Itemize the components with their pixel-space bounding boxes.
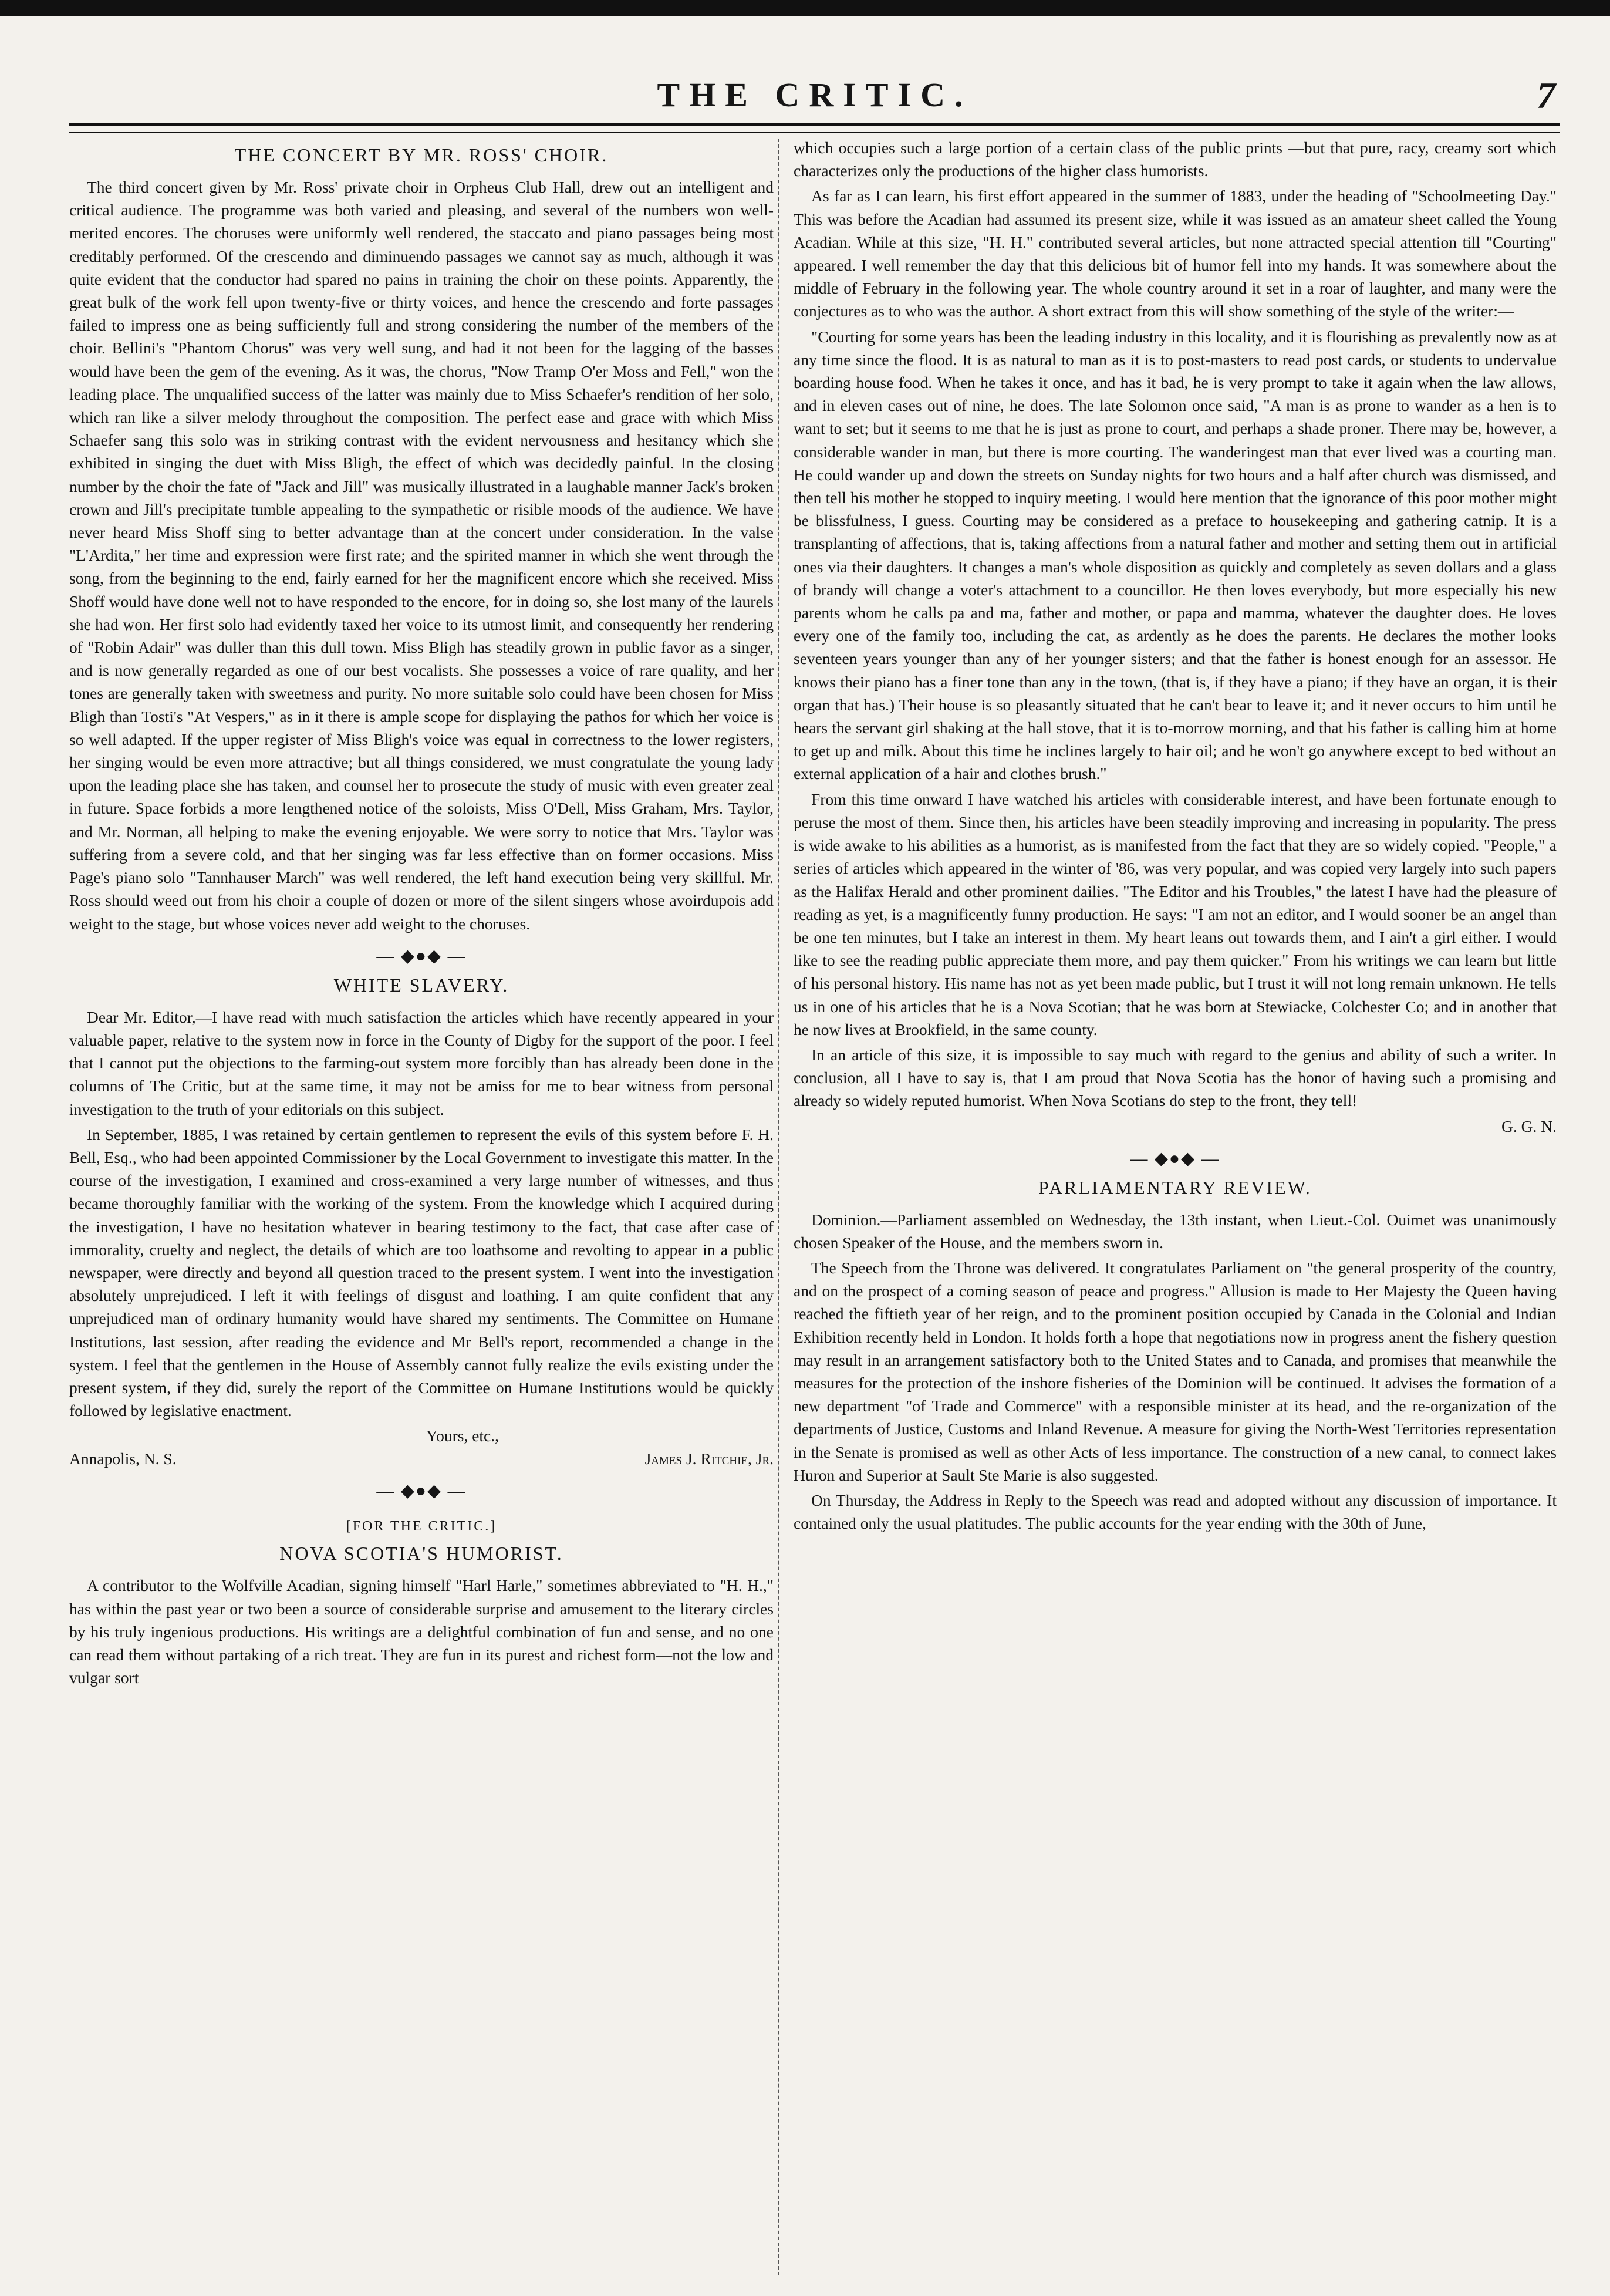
humorist-cont-p3: "Courting for some years has been the leading industry in this locality, and it is flourishing as prevalently now as at any time since the flood. It is as natural to man as it is to post-masters to read post cards, or students to undervalue boarding house food. When he takes it once, and has it bad, he is very prompt to take it again when the law allows, and in eleven cases out of nine, he does. The late Solomon once said, "A man is as prone to wander as a hen is to want to set; but it seems to me that he is just as prone to court, and perhaps a shade proner. There may be, however, a considerable wander in man, but there is more courting. The wanderingest man that ever lived was a courting man. He could wander up and down the streets on Sunday nights for two hours and a half after church was dismissed, and then tell his mother he stopped to inquiry meeting. I would here mention that the ignorance of this poor mother might be blissfulness, I guess. Courting may be considered as a preface to housekeeping and gathering catnip. It is a transplanting of affections, that is, taking affections from a natural father and mother and setting them out in artificial ones via their daughters. It changes a man's whole disposition as quickly and completely as seven dollars and a glass of brandy will change a voter's attachment to a councillor. He then loves everybody, but more especially his new parents whom he calls pa and ma, father and mother, or papa and mamma, whatever the daughter does. He loves every one of the family too, including the cat, as ardently as he does the parents. He declares the mother looks seventeen years younger than any of her younger sisters; and that the father is honest enough for an assessor. He knows their piano has a finer tone than any in the town, (that is, if they have a piano; if they have an organ, it is their organ that has.) Their house is so pleasantly situated that he can't bear to leave it; and it never occurs to him until he hears the servant girl shaking at the hall stove, that it is to-morrow morning, and that his father is calling him at home to get up and milk. About this time he inclines largely to hair oil; and he won't go anywhere except to bed without an external application of a hair and clothes brush." (794, 327, 1557, 783)
parliament-article (794, 1177, 1557, 1535)
left-column (69, 136, 774, 2279)
humorist-kicker: [FOR THE CRITIC.] (346, 1519, 497, 1535)
slavery-p2: In September, 1885, I was retained by certain gentlemen to represent the evils of this system before F. H. Bell, Esq., who had been appointed Commissioner by the Local Government to investigate this matter. In the course of the investigation, I examined and cross-examined a very large number of witnesses, and thus became thoroughly familiar with the working of the system. From the knowledge which I acquired during the investigation, I have no hesitation whatever in bearing testimony to the fact, that case after case of immorality, cruelty and neglect, the details of which are too loathsome and revolting to appear in a public newspaper, were directly and beyond all question traced to the present system. I went into the investigation absolutely unprejudiced. I left it with feelings of disgust and loathing. I am quite confident that any unprejudiced man of ordinary humanity would have shared my sentiments. The Committee on Humane Institutions, last session, after reading the evidence and Mr Bell's report, recommended a change in the system. I feel that the gentlemen in the House of Assembly cannot fully realize the evils existing under the present system, if they did, surely the report of the Committee on Humane Institutions would be quickly followed by legislative enactment. (69, 1125, 774, 1420)
parliament-p2: The Speech from the Throne was delivered. It congratulates Parliament on "the general prosperity of the country, and on the prospect of a coming season of peace and progress." Allusion is made to Her Majesty the Queen having reached the fiftieth year of her reign, and to the prominent position occupied by Canada in the Colonial and Indian Exhibition recently held in London. It holds forth a hope that negotiations now in progress anent the fishery question may result in an arrangement satisfactory both to the United States and to Canada, and promises that meanwhile the measures for the protection of the inshore fisheries of the Dominion will be continued. It advises the formation of a new department "of Trade and Commerce" with a responsible minister at its head, and the re-organization of the departments of Justice, Customs and Inland Revenue. A measure for giving the North-West Territories representation in the Senate is promised as well as other Acts of less importance. The construction of a new canal, to connect lakes Huron and Superior at Sault Ste Marie is also suggested. (794, 1258, 1557, 1484)
slavery-signoff (69, 1447, 774, 1470)
humorist-cont-p2: As far as I can learn, his first effort appeared in the summer of 1883, under the heading of "Schoolmeeting Day." This was before the Acadian had assumed its present size, while it was issued as an amateur sheet called the Young Acadian. While at this size, "H. H." contributed several articles, but none attracted special attention till "Courting" appeared. I well remember the day that this delicious bit of humor fell into my hands. It was somewhere about the middle of February in the following year. The whole country around it set in a roar of laughter, and many were the conjectures as to who was the author. A short extract from this will show something of the style of the writer:— (794, 187, 1557, 321)
slavery-article (69, 975, 774, 1471)
slavery-p1: Dear Mr. Editor,—I have read with much satisfaction the articles which have recently appeared in your valuable paper, relative to the system now in force in the County of Digby for the support of the poor. I feel that I cannot put the objections to the farming-out system more forcibly than has already been done in the columns of The Critic, but at the same time, it may not be amiss for me to bear witness from personal investigation to the truth of your editorials on this subject. (69, 1007, 774, 1118)
top-black-bar (0, 0, 1610, 16)
humorist-cont-p1: which occupies such a large portion of a certain class of the public prints —but that pure, racy, creamy sort which characterizes only the productions of the higher class humorists. (794, 139, 1557, 180)
masthead (69, 69, 1560, 128)
slavery-place: Annapolis, N. S. (69, 1449, 177, 1468)
section-ornament: — ◆●◆ — (376, 1481, 467, 1501)
newspaper-title: THE CRITIC. (657, 76, 973, 114)
humorist-article (69, 1519, 774, 1689)
humorist-cont-p4: From this time onward I have watched his articles with considerable interest, and have been fortunate enough to peruse the most of them. Since then, his articles have been steadily improving and increasing in popularity. The press is wide awake to his abilities as a humorist, as is manifested from the fact that they are so widely copied. "People," a series of articles which appeared in the winter of '86, was very popular, and was copied very largely into such papers as the Halifax Herald and other prominent dailies. "The Editor and his Troubles," the latest I have had the pleasure of reading as yet, is a magnificently funny production. He says: "I am not an editor, and I would sooner be an angel than be one ten minutes, but I take an interest in them. My heart leans out towards them, and I ain't a girl either. I would like to see the reading public appreciate them more, and pay them quicker." From his writings we can learn but little of his personal history. His name has not as yet been made public, but I trust it will not long remain unknown. He tells us in one of his articles that he is a Nova Scotian; that he was born at Stewiacke, Colchester Co; and in another that he now lives at Brookfield, in the same county. (794, 790, 1557, 1039)
humorist-signature: G. G. N. (1501, 1117, 1557, 1135)
masthead-rule-thick (69, 123, 1560, 126)
page-number: 7 (1537, 75, 1555, 116)
humorist-heading: NOVA SCOTIA'S HUMORIST. (279, 1543, 563, 1565)
parliament-p1: Dominion.—Parliament assembled on Wednesday, the 13th instant, when Lieut.-Col. Ouimet was unanimously chosen Speaker of the House, and the members sworn in. (794, 1210, 1557, 1252)
section-ornament: — ◆●◆ — (376, 946, 467, 966)
slavery-closing: Yours, etc., (426, 1427, 499, 1445)
parliament-p3: On Thursday, the Address in Reply to the Speech was read and adopted without any discussion of importance. It contained only the usual platitudes. The public accounts for the year ending with the 30th of June, (794, 1491, 1557, 1533)
concert-heading: THE CONCERT BY MR. ROSS' CHOIR. (234, 144, 609, 166)
parliament-heading: PARLIAMENTARY REVIEW. (1038, 1176, 1312, 1198)
concert-article (69, 144, 774, 935)
column-divider (778, 139, 779, 2275)
concert-body: The third concert given by Mr. Ross' private choir in Orpheus Club Hall, drew out an intelligent and critical audience. The programme was both varied and pleasing, and several of the numbers won well-merited encores. The choruses were uniformly well rendered, the staccato and piano passages being most creditably performed. Of the crescendo and diminuendo passages we cannot say as much, although it was quite evident that the conductor had spared no pains in training the choir on these points. Apparently, the great bulk of the work fell upon twenty-five or thirty voices, and hence the crescendo and forte passages failed to impress one as being sufficiently full and strong considering the number of the members of the choir. Bellini's "Phantom Chorus" was very well sung, and had it not been for the lagging of the basses would have been the gem of the evening. As it was, the chorus, "Now Tramp O'er Moss and Fell," won the leading place. The unqualified success of the latter was mainly due to Miss Schaefer's rendition of her solo, which ran like a silver melody throughout the composition. The perfect ease and grace with which Miss Schaefer sang this solo was in striking contrast with the evident nervousness and hesitancy which she exhibited in singing the duet with Miss Bligh, the effect of which was decidedly painful. In the closing number by the choir the fate of "Jack and Jill" was musically illustrated in a laughable manner Jack's broken crown and Jill's precipitate tumble appealing to the sympathetic or risible moods of the audience. We have never heard Miss Shoff sing to better advantage than at the concert under consideration. In the valse "L'Ardita," her time and expression were first rate; and the spirited manner in which she went through the song, from the beginning to the end, fairly earned for her the magnificent encore which she received. Miss Shoff would have done well not to have responded to the encore, for in doing so, she lost many of the laurels she had won. Her first solo had evidently taxed her voice to its utmost limit, and consequently her rendering of "Robin Adair" was duller than this dull town. Miss Bligh has steadily grown in public favor as a singer, and is now generally regarded as one of our best vocalists. She possesses a voice of rare quality, and her tones are generally taken with sweetness and purity. No more suitable solo could have been chosen for Miss Bligh than Tosti's "At Vespers," as in it there is ample scope for displaying the pathos for which her voice is so well adapted. If the upper register of Miss Bligh's voice was equal in correctness to the lower registers, her singing would be even more attractive; but all things considered, we must congratulate the young lady upon the leading place she has taken, and counsel her to prosecute the study of music with even greater zeal in future. Space forbids a more lengthened notice of the soloists, Miss O'Dell, Miss Graham, Mrs. Taylor, and Mr. Norman, all helping to make the evening enjoyable. We were sorry to notice that Mrs. Taylor was suffering from a severe cold, and that her singing was far less effective than on former occasions. Miss Page's piano solo "Tannhauser March" was well rendered, the left hand execution being very skillful. Mr. Ross should weed out from his choir a couple of dozen or more of the silent singers whose avoirdupois add weight to the stage, but whose voices never add weight to the choruses. (69, 178, 774, 933)
slavery-signature: James J. Ritchie, Jr. (644, 1449, 774, 1468)
slavery-heading: WHITE SLAVERY. (333, 974, 509, 996)
humorist-p1: A contributor to the Wolfville Acadian, signing himself "Harl Harle," sometimes abbreviated to "H. H.," has within the past year or two been a source of considerable surprise and amusement to the literary circles by his truly ingenious productions. His writings are a delightful combination of fun and sense, and no one can read them without partaking of a rich treat. They are fun in its purest and richest form—not the low and vulgar sort (69, 1576, 774, 1687)
masthead-rule-thin (69, 132, 1560, 133)
right-column (794, 136, 1557, 2279)
humorist-continued (794, 136, 1557, 1138)
humorist-cont-p5: In an article of this size, it is impossible to say much with regard to the genius and ability of such a writer. In conclusion, all I have to say is, that I am proud that Nova Scotia has the honor of having such a promising and already so widely reputed humorist. When Nova Scotians do step to the front, they tell! (794, 1045, 1557, 1110)
section-ornament: — ◆●◆ — (1130, 1148, 1220, 1168)
